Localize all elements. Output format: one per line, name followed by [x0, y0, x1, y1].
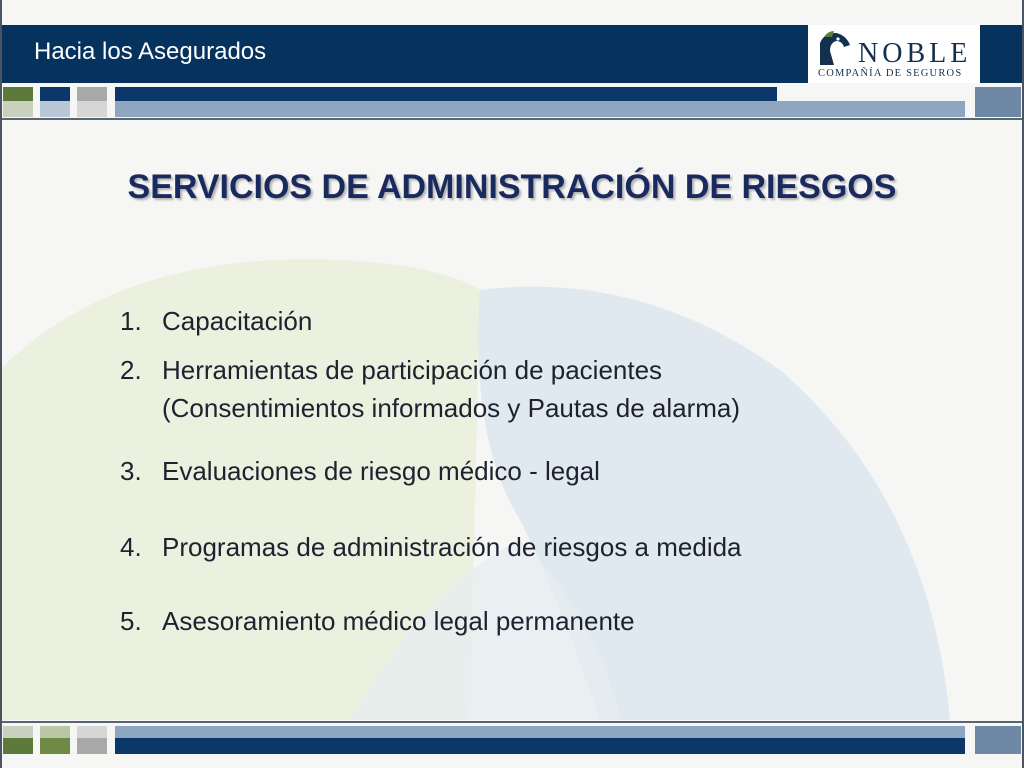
top-square-gray — [77, 87, 107, 101]
bottom-stripe-navy — [115, 738, 965, 754]
top-stripe-light — [115, 101, 965, 117]
bottom-square-green — [3, 738, 33, 754]
bottom-divider — [0, 721, 1024, 723]
header-bar — [0, 25, 1024, 83]
list-item-text: Herramientas de participación de pacientes — [162, 355, 663, 385]
header-title: Hacia los Asegurados — [34, 38, 267, 65]
page-title: SERVICIOS DE ADMINISTRACIÓN DE RIESGOS — [127, 168, 897, 206]
bottom-square-light-1 — [3, 726, 33, 738]
top-square-light-1 — [3, 101, 33, 117]
top-divider — [0, 118, 1024, 120]
list-item-text: Capacitación — [162, 306, 313, 336]
bottom-square-gray — [77, 738, 107, 754]
list-item-text-continued: (Consentimientos informados y Pautas de alarma) — [162, 393, 741, 423]
bottom-square-light-3 — [77, 726, 107, 738]
list-item-number: 4. — [120, 532, 142, 562]
top-square-light-2 — [40, 101, 70, 117]
company-logo — [808, 25, 980, 83]
list-item-number: 2. — [120, 355, 142, 385]
list-item-number: 1. — [120, 306, 142, 336]
list-item-text: Evaluaciones de riesgo médico - legal — [162, 456, 600, 486]
bottom-stripe-light — [115, 726, 965, 738]
list-item-number: 3. — [120, 456, 142, 486]
bottom-square-olive — [40, 738, 70, 754]
list-item-text: Asesoramiento médico legal permanente — [162, 606, 635, 636]
top-square-green — [3, 87, 33, 101]
horse-head-icon — [816, 29, 856, 69]
top-stripe-right — [975, 87, 1021, 117]
top-stripe-navy — [115, 87, 777, 101]
list-item-number: 5. — [120, 606, 142, 636]
logo-tagline: COMPAÑÍA DE SEGUROS — [818, 68, 963, 79]
frame-left — [0, 0, 2, 768]
logo-name: NOBLE — [858, 38, 972, 69]
bottom-square-light-2 — [40, 726, 70, 738]
top-square-navy — [40, 87, 70, 101]
list-item-text: Programas de administración de riesgos a medida — [162, 532, 742, 562]
top-square-light-3 — [77, 101, 107, 117]
bottom-stripe-right — [975, 726, 1021, 754]
